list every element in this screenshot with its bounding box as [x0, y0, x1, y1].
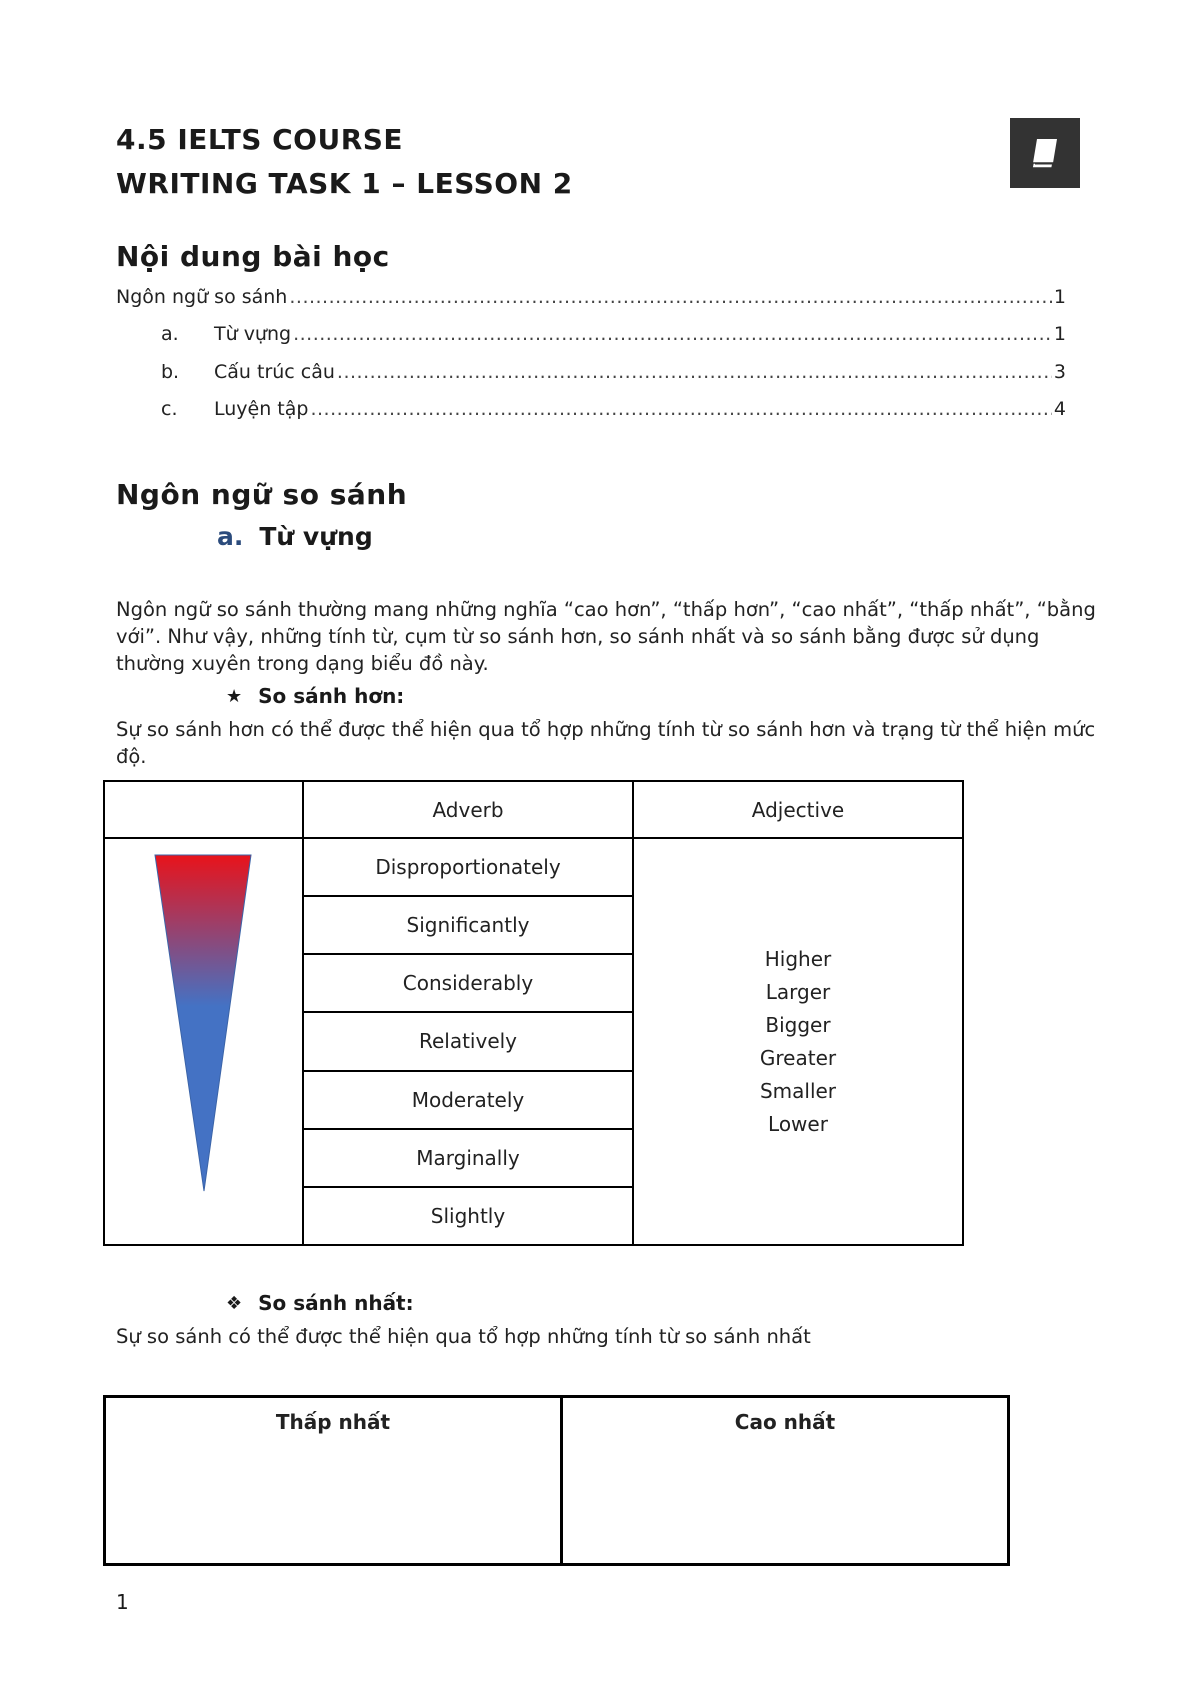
toc-heading: Nội dung bài học	[116, 240, 390, 273]
comparative-description: Sự so sánh hơn có thể được thể hiện qua tổ hợp những tính từ so sánh hơn và trạng từ thể hiện mức độ.	[116, 718, 1096, 768]
adjective-item: Greater	[759, 1045, 837, 1070]
toc-leader	[293, 323, 1052, 345]
adverb-cell: Significantly	[303, 896, 633, 954]
page-number: 1	[116, 1590, 129, 1614]
toc-number: c.	[161, 398, 178, 420]
toc-label: Từ vựng	[214, 323, 292, 345]
superlative-heading	[226, 1291, 414, 1315]
toc-label: Cấu trúc câu	[214, 361, 335, 383]
course-logo	[1010, 118, 1080, 188]
lesson-name: WRITING TASK 1 – LESSON 2	[116, 167, 573, 200]
adverb-header: Adverb	[303, 781, 633, 838]
toc-page: 3	[1053, 361, 1066, 383]
adverb-cell: Moderately	[303, 1071, 633, 1129]
book-icon	[1025, 133, 1065, 173]
adjective-item: Lower	[768, 1111, 828, 1136]
superlative-table	[103, 1395, 1010, 1566]
toc-page: 4	[1053, 398, 1066, 420]
course-name: 4.5 IELTS COURSE	[116, 123, 404, 156]
toc-number: b.	[161, 361, 180, 383]
subsection-heading	[217, 522, 373, 551]
star-bullet-icon: ★	[226, 685, 243, 707]
lowest-header: Thấp nhất	[105, 1397, 562, 1565]
toc-page: 1	[1053, 286, 1066, 308]
toc-leader	[337, 361, 1052, 383]
intro-paragraph: Ngôn ngữ so sánh thường mang những nghĩa “cao hơn”, “thấp hơn”, “cao nhất”, “thấp nhất”, “bằng với”. Như vậy, những tính từ, cụm từ so sánh hơn, so sánh nhất và so sánh bằng được sử dụng thường xuyên trong dạng biểu đồ này.	[116, 598, 1096, 675]
toc-label: Luyện tập	[214, 398, 309, 420]
highest-header: Cao nhất	[562, 1397, 1009, 1565]
toc-item[interactable]	[116, 361, 1066, 387]
adjective-item: Higher	[764, 946, 832, 971]
intensity-gradient-cell	[104, 838, 303, 1245]
toc-leader	[310, 398, 1051, 420]
toc-label: Ngôn ngữ so sánh	[116, 286, 288, 308]
comparative-title: So sánh hơn:	[258, 684, 405, 708]
adverb-cell: Relatively	[303, 1012, 633, 1070]
superlative-description: Sự so sánh có thể được thể hiện qua tổ hợp những tính từ so sánh nhất	[116, 1325, 811, 1348]
toc-item[interactable]	[116, 398, 1066, 424]
toc-item[interactable]	[116, 286, 1066, 312]
adverb-cell: Marginally	[303, 1129, 633, 1187]
adjective-item: Bigger	[765, 1012, 831, 1037]
subsection-letter: a.	[217, 522, 244, 551]
section-heading: Ngôn ngữ so sánh	[116, 478, 408, 511]
intensity-triangle-icon	[105, 839, 302, 1239]
adverb-cell: Slightly	[303, 1187, 633, 1245]
adjective-item: Larger	[765, 979, 831, 1004]
toc-number: a.	[161, 323, 179, 345]
adverb-cell: Disproportionately	[303, 838, 633, 896]
diamond-bullet-icon: ❖	[226, 1292, 243, 1314]
toc-page: 1	[1053, 323, 1066, 345]
adjective-header: Adjective	[633, 781, 963, 838]
course-title	[116, 118, 573, 206]
empty-header-cell	[104, 781, 303, 838]
superlative-title: So sánh nhất:	[258, 1291, 414, 1315]
adverb-cell: Considerably	[303, 954, 633, 1012]
comparative-table	[103, 780, 964, 1246]
toc-leader	[289, 286, 1052, 308]
adjective-item: Smaller	[759, 1078, 837, 1103]
adjective-list-cell	[633, 838, 963, 1245]
comparative-heading	[226, 684, 404, 708]
subsection-title: Từ vựng	[259, 522, 373, 551]
toc-item[interactable]	[116, 323, 1066, 349]
